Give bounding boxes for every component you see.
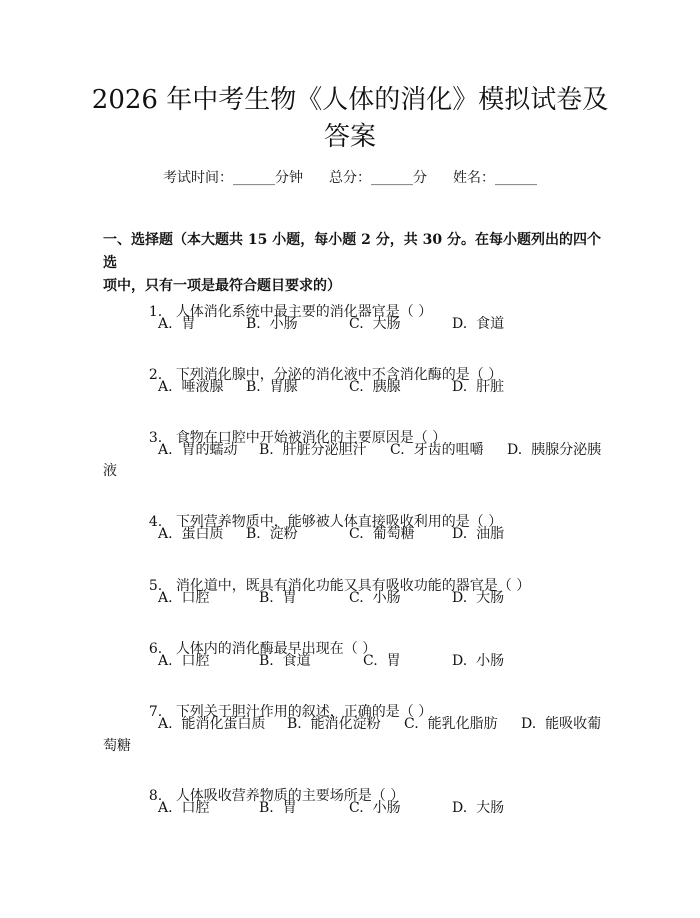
option-a: A. 胃的蠕动 — [158, 442, 238, 458]
question-number: 1. — [148, 304, 163, 320]
option-c: C. 小肠 — [349, 800, 401, 816]
option-d: D. 能吸收葡 — [521, 716, 602, 732]
question-text: 人体内的消化酶最早出现在（ ） — [175, 641, 377, 657]
option-c: C. 葡萄糖 — [349, 526, 415, 542]
question-number: 4. — [148, 514, 163, 530]
option-a: A. 胃 — [158, 316, 196, 332]
question-text: 下列关于胆汁作用的叙述，正确的是（ ） — [175, 704, 433, 720]
option-d: D. 油脂 — [452, 526, 505, 542]
option-b: B. 淀粉 — [246, 526, 298, 542]
option-a: A. 蛋白质 — [158, 526, 224, 542]
option-d: D. 食道 — [452, 316, 505, 332]
option-d: D. 小肠 — [452, 653, 505, 669]
option-c: C. 大肠 — [349, 316, 401, 332]
option-b: B. 胃 — [259, 800, 297, 816]
question-text: 人体消化系统中最主要的消化器官是（ ） — [175, 304, 433, 320]
exam-title-line-2: 答案 — [323, 122, 376, 152]
option-d: D. 大肠 — [452, 590, 505, 606]
question-number: 3. — [148, 430, 163, 446]
question-number: 2. — [148, 367, 163, 383]
option-a: A. 口腔 — [158, 590, 210, 606]
question-7-option-wrap: 萄糖 — [103, 738, 131, 754]
exam-title-line-1: 2026 年中考生物《人体的消化》模拟试卷及 — [91, 85, 609, 115]
question-number: 8. — [148, 788, 163, 804]
option-c: C. 牙齿的咀嚼 — [390, 442, 484, 458]
student-name-field: 姓名：______ — [453, 170, 537, 186]
total-score-field: 总分：______分 — [329, 170, 427, 186]
option-b: B. 胃腺 — [246, 379, 298, 395]
option-d: D. 胰腺分泌胰 — [507, 442, 602, 458]
option-a: A. 唾液腺 — [158, 379, 224, 395]
option-a: A. 能消化蛋白质 — [158, 716, 266, 732]
question-text: 食物在口腔中开始被消化的主要原因是（ ） — [175, 430, 447, 446]
option-d: D. 肝脏 — [452, 379, 505, 395]
option-b: B. 小肠 — [246, 316, 298, 332]
question-text: 下列消化腺中，分泌的消化液中不含消化酶的是（ ） — [175, 367, 503, 383]
option-a: A. 口腔 — [158, 653, 210, 669]
option-b: B. 能消化淀粉 — [287, 716, 381, 732]
question-8-options — [158, 798, 505, 918]
section-heading-line-1: 一、选择题（本大题共 15 小题，每小题 2 分，共 30 分。在每小题列出的四个选 — [103, 232, 601, 271]
option-b: B. 肝脏分泌胆汁 — [259, 442, 367, 458]
option-b: B. 食道 — [259, 653, 311, 669]
question-number: 7. — [148, 704, 163, 720]
section-heading-line-2: 项中，只有一项是最符合题目要求的） — [103, 278, 341, 294]
exam-info-line — [0, 168, 700, 188]
option-c: C. 小肠 — [349, 590, 401, 606]
question-number: 5. — [148, 578, 163, 594]
option-d: D. 大肠 — [452, 800, 505, 816]
question-text: 下列营养物质中，能够被人体直接吸收利用的是（ ） — [175, 514, 503, 530]
question-number: 6. — [148, 641, 163, 657]
option-c: C. 胰腺 — [349, 379, 401, 395]
option-b: B. 胃 — [259, 590, 297, 606]
question-text: 人体吸收营养物质的主要场所是（ ） — [175, 788, 405, 804]
question-3-option-wrap: 液 — [103, 463, 117, 479]
exam-time-field: 考试时间：______分钟 — [163, 170, 303, 186]
option-a: A. 口腔 — [158, 800, 210, 816]
question-text: 消化道中，既具有消化功能又具有吸收功能的器官是（ ） — [175, 578, 531, 594]
option-c: C. 能乳化脂肪 — [404, 716, 498, 732]
option-c: C. 胃 — [363, 653, 401, 669]
